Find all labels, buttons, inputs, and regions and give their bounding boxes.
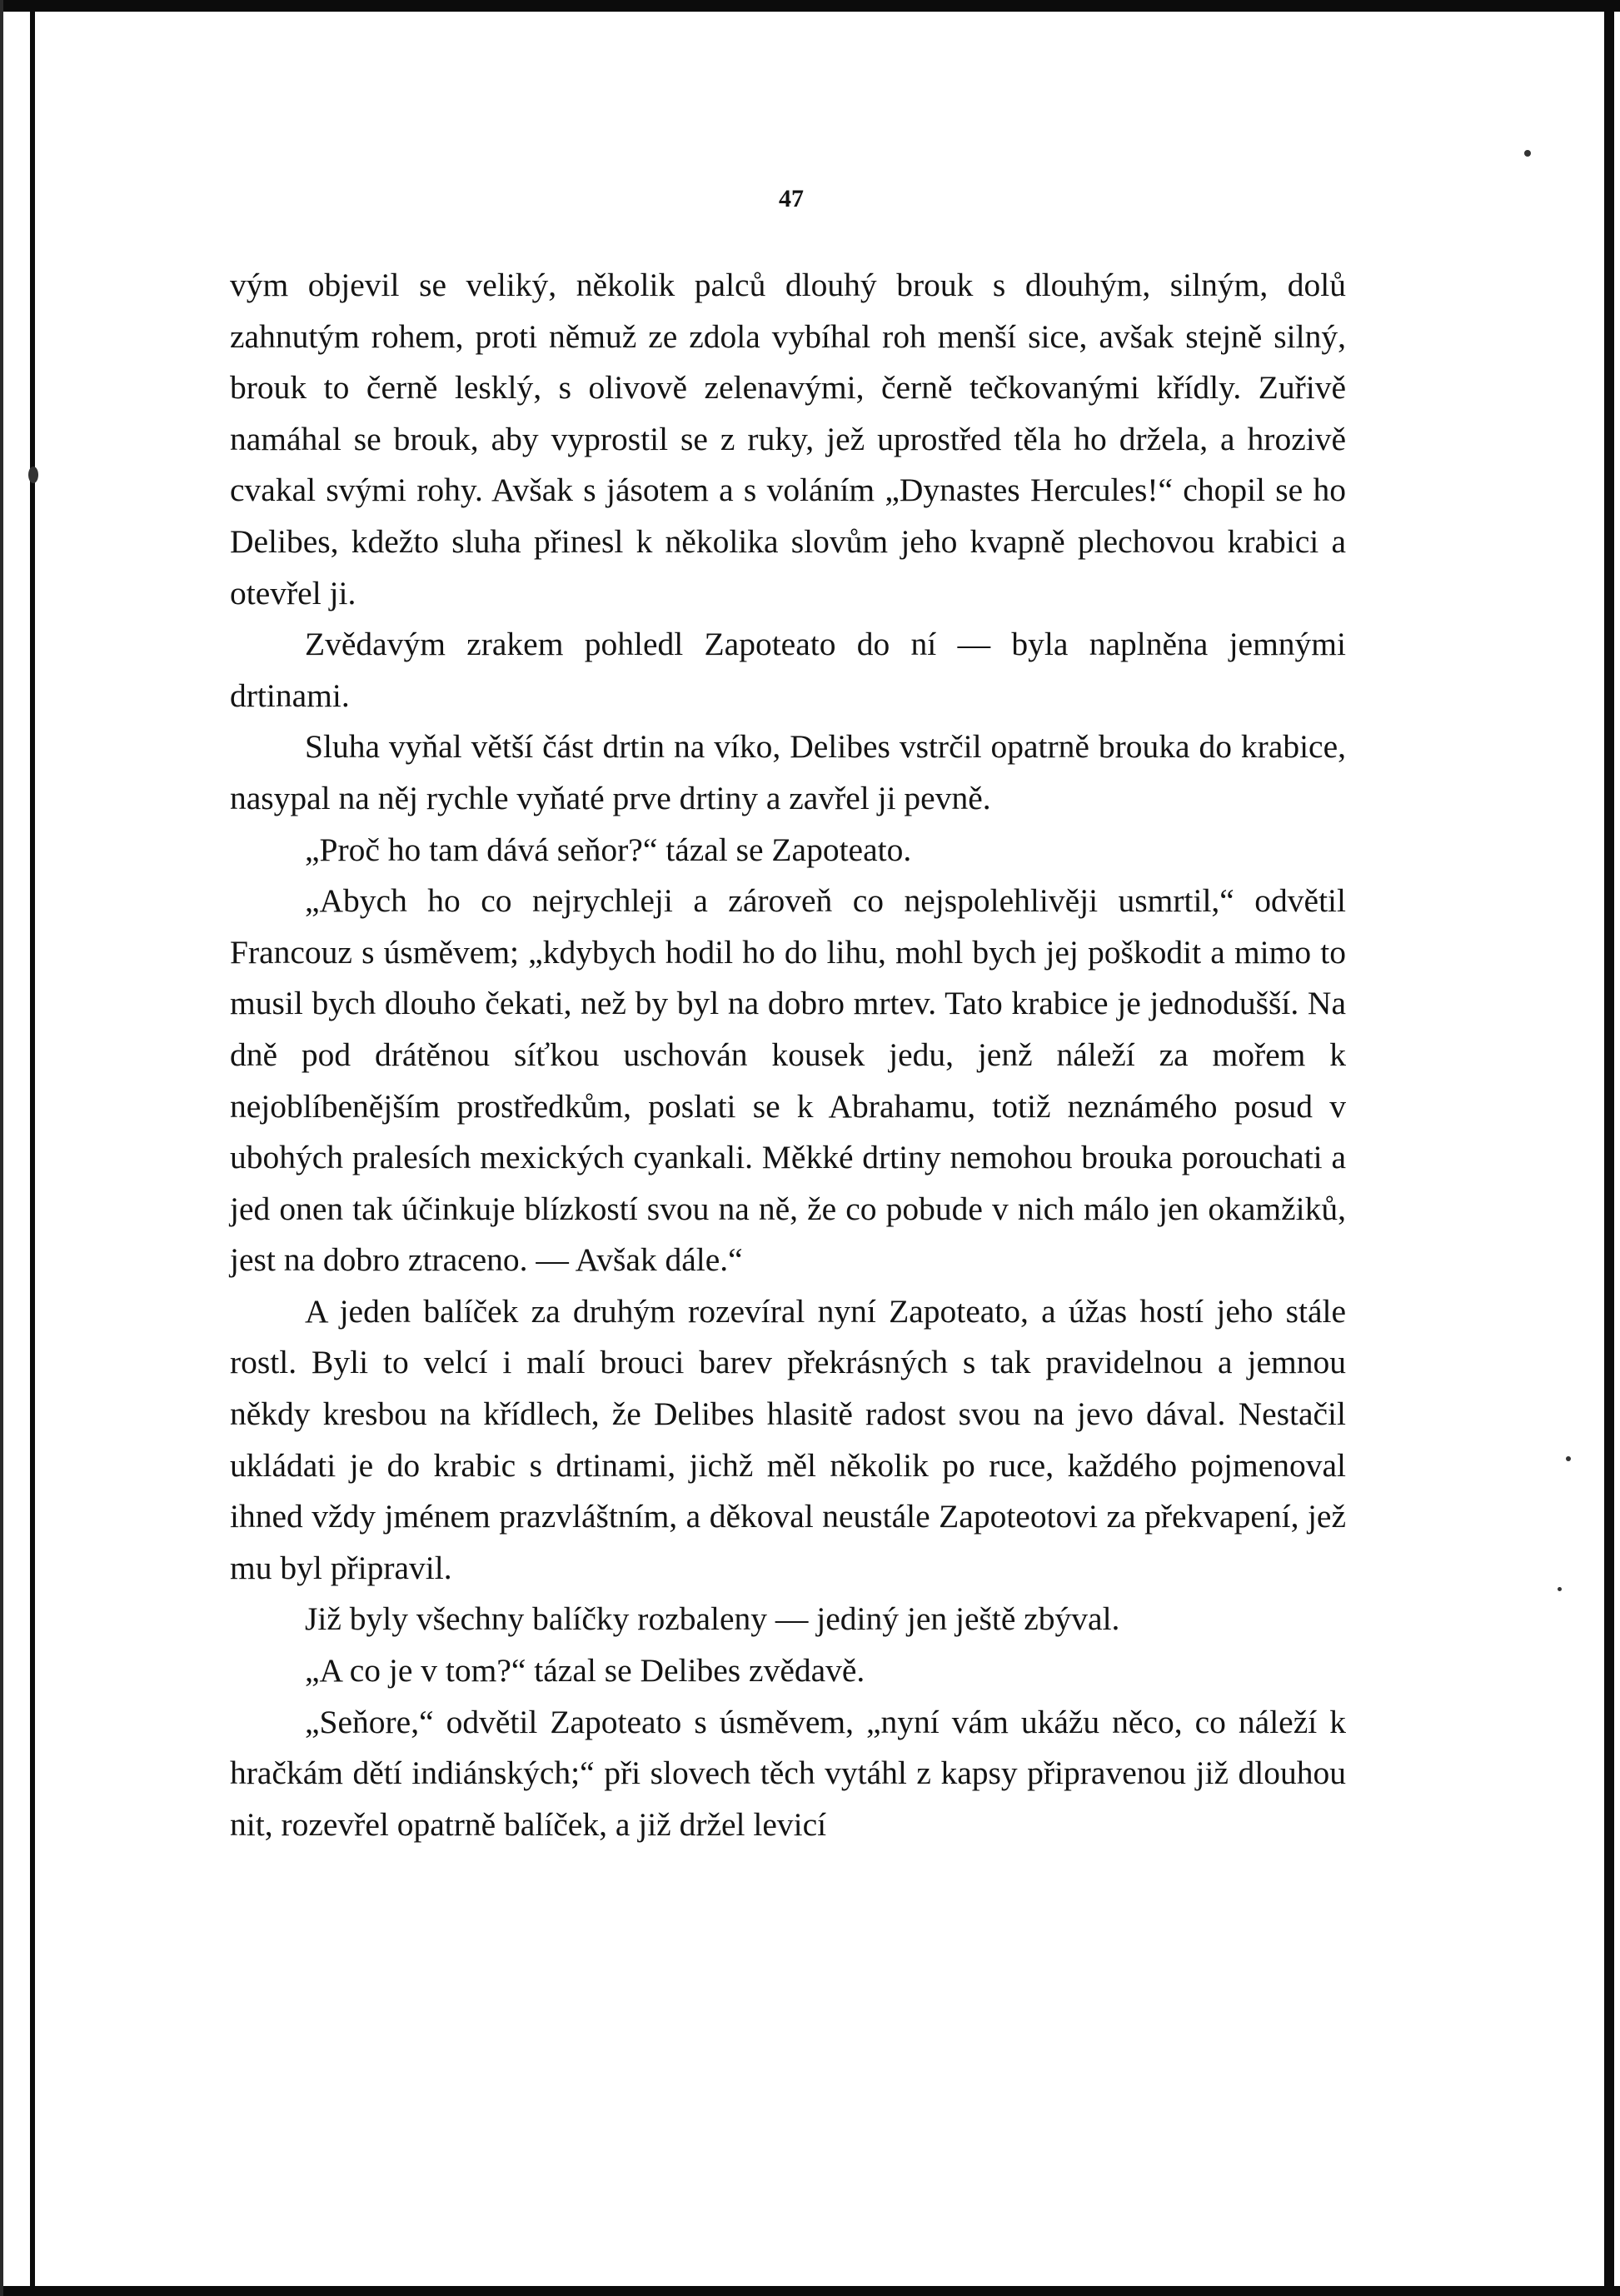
paragraph-6: A jeden balíček za druhým rozevíral nyní Zapoteato, a úžas hostí jeho stále rostl. Byli to velcí i malí brouci barev překrásných s tak pravidelnou a jemnou někdy kresbou na křídlech, že Delibes hlasitě radost svou na jevo dával. Nestačil ukládati je do krabic s drtinami, jichž měl několik po ruce, každého pojmenoval ihned vždy jménem prazvláštním, a děkoval neustále Zapoteotovi za překvapení, jež mu byl připravil.	[230, 1292, 1346, 1586]
scan-border-left-edge	[0, 0, 3, 2296]
scan-border-bottom	[0, 2286, 1620, 2296]
paragraph-7: Již byly všechny balíčky rozbaleny — jediný jen ještě zbýval.	[305, 1600, 1120, 1638]
paragraph-9: „Seňore,“ odvětil Zapoteato s úsměvem, „nyní vám ukážu něco, co náleží k hračkám dětí indiánských;“ při slovech těch vytáhl z kapsy připravenou již dlouhou nit, rozevřel opatrně balíček, a již držel levicí	[230, 1703, 1346, 1843]
scan-speck	[1558, 1587, 1562, 1591]
scan-speck	[1524, 150, 1531, 157]
paragraph-4: „Proč ho tam dává seňor?“ tázal se Zapoteato.	[305, 831, 912, 868]
paragraph-5: „Abych ho co nejrychleji a zároveň co nejspolehlivěji usmrtil,“ odvětil Francouz s úsměvem; „kdybych hodil ho do lihu, mohl bych jej poškodit a mimo to musil bych dlouho čekati, než by byl na dobro mrtev. Tato krabice je jednodušší. Na dně pod drátěnou síťkou uschován kousek jedu, jenž náleží za mořem k nejoblíbenějším prostředkům, poslati se k Abrahamu, totiž neznámého posud v ubohých pralesích mexických cyankali. Měkké drtiny nemohou brouka porouchati a jed onen tak účinkuje blízkostí svou na ně, že co pobude v nich málo jen okamžiků, jest na dobro ztraceno. — Avšak dále.“	[230, 882, 1346, 1279]
scan-speck	[1566, 1456, 1571, 1461]
paragraph-8: „A co je v tom?“ tázal se Delibes zvědavě.	[305, 1652, 865, 1690]
paragraph-2: Zvědavým zrakem pohledl Zapoteato do ní — byla naplněna jemnými drtinami.	[230, 626, 1346, 714]
paragraph-1: vým objevil se veliký, několik palců dlouhý brouk s dlouhým, silným, dolů zahnutým rohem, proti němuž ze zdola vybíhal roh menší sice, avšak stejně silný, brouk to černě lesklý, s olivově zelenavými, černě tečkovanými křídly. Zuřivě namáhal se brouk, aby vyprostil se z ruky, jež uprostřed těla ho držela, a hrozivě cvakal svými rohy. Avšak s jásotem a s voláním „Dynastes Hercules!“ chopil se ho Delibes, kdežto sluha přinesl k několika slovům jeho kvapně plechovou krabici a otevřel ji.	[230, 267, 1346, 611]
scan-border-right	[1604, 0, 1614, 2296]
scan-speck	[28, 467, 38, 483]
paragraph-3: Sluha vyňal větší část drtin na víko, Delibes vstrčil opatrně brouka do krabice, nasypal na něj rychle vyňaté prve drtiny a zavřel ji pevně.	[230, 728, 1346, 816]
scan-border-left	[30, 0, 35, 2296]
page-text	[230, 260, 1346, 1850]
scan-border-top	[0, 0, 1620, 12]
page-number: 47	[779, 185, 804, 212]
